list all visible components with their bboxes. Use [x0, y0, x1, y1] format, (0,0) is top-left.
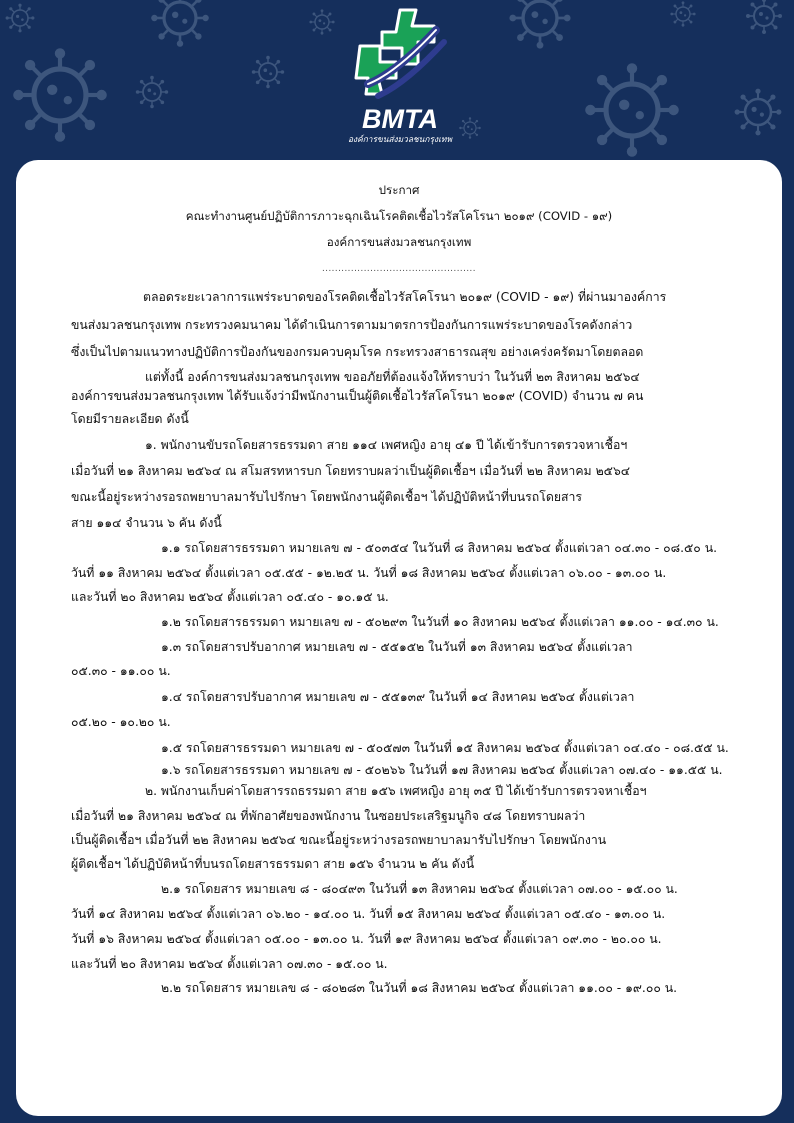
- body-line: ผู้ติดเชื้อฯ ได้ปฏิบัติหน้าที่บนรถโดยสารธรรมดา สาย ๑๕๖ จำนวน ๒ คัน ดังนี้: [71, 857, 475, 871]
- announcement-label: ประกาศ: [378, 183, 420, 197]
- separator-line: ................................................: [322, 264, 476, 274]
- body-line: ๑.๒ รถโดยสารธรรมดา หมายเลข ๗ - ๕๐๒๙๓ ในวันที่ ๑๐ สิงหาคม ๒๕๖๔ ตั้งแต่เวลา ๑๑.๐๐ - ๑๔.๓๐ น.: [161, 615, 719, 629]
- body-line: ๑.๑ รถโดยสารธรรมดา หมายเลข ๗ - ๕๐๓๕๔ ในวันที่ ๘ สิงหาคม ๒๕๖๔ ตั้งแต่เวลา ๐๔.๓๐ - ๐๘.๕๐ น.: [161, 541, 718, 555]
- announcement-document: [16, 160, 782, 1116]
- body-line: ๑.๔ รถโดยสารปรับอากาศ หมายเลข ๗ - ๕๕๑๓๙ ในวันที่ ๑๔ สิงหาคม ๒๕๖๔ ตั้งแต่เวลา: [161, 690, 635, 704]
- body-line: แต่ทั้งนี้ องค์การขนส่งมวลชนกรุงเทพ ขออภัยที่ต้องแจ้งให้ทราบว่า ในวันที่ ๒๓ สิงหาคม ๒๕๖๔: [145, 370, 640, 384]
- logo-subtitle: องค์การขนส่งมวลชนกรุงเทพ: [348, 134, 452, 144]
- body-line: ๒.๒ รถโดยสาร หมายเลข ๘ - ๘๐๒๘๓ ในวันที่ ๑๘ สิงหาคม ๒๕๖๔ ตั้งแต่เวลา ๑๑.๐๐ - ๑๙.๐๐ น.: [161, 981, 678, 995]
- body-line: เมื่อวันที่ ๒๑ สิงหาคม ๒๕๖๔ ณ สโมสรทหารบก โดยทราบผลว่าเป็นผู้ติดเชื้อฯ เมื่อวันที่ ๒๒ สิงหาคม ๒๕๖๔: [71, 464, 631, 478]
- body-line: และวันที่ ๒๐ สิงหาคม ๒๕๖๔ ตั้งแต่เวลา ๐๗.๓๐ - ๑๕.๐๐ น.: [71, 957, 388, 971]
- body-line: ๑. พนักงานขับรถโดยสารธรรมดา สาย ๑๑๔ เพศหญิง อายุ ๔๑ ปี ได้เข้ารับการตรวจหาเชื้อฯ: [145, 438, 628, 452]
- body-line: เป็นผู้ติดเชื้อฯ เมื่อวันที่ ๒๒ สิงหาคม ๒๕๖๔ ขณะนี้อยู่ระหว่างรอรถพยาบาลมารับไปรักษา โดยพนักงาน: [71, 833, 607, 847]
- body-line: วันที่ ๑๑ สิงหาคม ๒๕๖๔ ตั้งแต่เวลา ๐๕.๕๕ - ๑๒.๒๕ น. วันที่ ๑๘ สิงหาคม ๒๕๖๔ ตั้งแต่เวลา ๐๖.๐๐ - ๑๓.๐๐ น.: [71, 566, 667, 580]
- body-line: วันที่ ๑๔ สิงหาคม ๒๕๖๔ ตั้งแต่เวลา ๐๖.๒๐ - ๑๔.๐๐ น. วันที่ ๑๕ สิงหาคม ๒๕๖๔ ตั้งแต่เวลา ๐๕.๔๐ - ๑๓.๐๐ น.: [71, 907, 666, 921]
- body-line: ๑.๕ รถโดยสารธรรมดา หมายเลข ๗ - ๕๐๕๗๓ ในวันที่ ๑๕ สิงหาคม ๒๕๖๔ ตั้งแต่เวลา ๐๔.๔๐ - ๐๘.๕๕ น.: [161, 741, 729, 755]
- body-line: เมื่อวันที่ ๒๑ สิงหาคม ๒๕๖๔ ณ ที่พักอาศัยของพนักงาน ในซอยประเสริฐมนูกิจ ๔๘ โดยทราบผลว่า: [71, 809, 586, 823]
- body-line: องค์การขนส่งมวลชนกรุงเทพ ได้รับแจ้งว่ามีพนักงานเป็นผู้ติดเชื้อไวรัสโคโรนา ๒๐๑๙ (COVID) จำนวน ๗ คน: [71, 389, 644, 403]
- announcement-card: [16, 160, 782, 1116]
- body-line: วันที่ ๑๖ สิงหาคม ๒๕๖๔ ตั้งแต่เวลา ๐๕.๐๐ - ๑๓.๐๐ น. วันที่ ๑๙ สิงหาคม ๒๕๖๔ ตั้งแต่เวลา ๐๙.๓๐ - ๒๐.๐๐ น.: [71, 932, 662, 946]
- body-line: โดยมีรายละเอียด ดังนี้: [71, 412, 189, 426]
- body-line: ๐๕.๓๐ - ๑๑.๐๐ น.: [71, 664, 171, 678]
- body-line: ซึ่งเป็นไปตามแนวทางปฏิบัติการป้องกันของกรมควบคุมโรค กระทรวงสาธารณสุข อย่างเคร่งครัดมาโดยตลอด: [71, 345, 644, 359]
- body-line: ๐๕.๒๐ - ๑๐.๒๐ น.: [71, 715, 171, 729]
- bmta-emblem-icon: [338, 6, 462, 106]
- body-line: ขณะนี้อยู่ระหว่างรอรถพยาบาลมารับไปรักษา โดยพนักงานผู้ติดเชื้อฯ ได้ปฏิบัติหน้าที่บนรถโดยสาร: [71, 490, 583, 504]
- body-line: ๒.๑ รถโดยสาร หมายเลข ๘ - ๘๐๔๙๓ ในวันที่ ๑๓ สิงหาคม ๒๕๖๔ ตั้งแต่เวลา ๐๗.๐๐ - ๑๕.๐๐ น.: [161, 882, 678, 896]
- announcement-title: คณะทำงานศูนย์ปฏิบัติการภาวะฉุกเฉินโรคติดเชื้อไวรัสโคโรนา ๒๐๑๙ (COVID - ๑๙): [185, 209, 613, 223]
- logo-name: BMTA: [362, 104, 438, 134]
- body-line: ขนส่งมวลชนกรุงเทพ กระทรวงคมนาคม ได้ดำเนินการตามมาตรการป้องกันการแพร่ระบาดของโรคดังกล่าว: [71, 318, 633, 332]
- bmta-logo: [338, 6, 462, 148]
- body-line: และวันที่ ๒๐ สิงหาคม ๒๕๖๔ ตั้งแต่เวลา ๐๕.๔๐ - ๑๐.๑๕ น.: [71, 590, 389, 604]
- announcement-org: องค์การขนส่งมวลชนกรุงเทพ: [326, 235, 472, 249]
- body-line: ๒. พนักงานเก็บค่าโดยสารรถธรรมดา สาย ๑๕๖ เพศหญิง อายุ ๓๕ ปี ได้เข้ารับการตรวจหาเชื้อฯ: [145, 784, 647, 798]
- body-line: สาย ๑๑๔ จำนวน ๖ คัน ดังนี้: [71, 516, 222, 530]
- body-line: ตลอดระยะเวลาการแพร่ระบาดของโรคติดเชื้อไวรัสโคโรนา ๒๐๑๙ (COVID - ๑๙) ที่ผ่านมาองค์การ: [143, 290, 667, 304]
- body-line: ๑.๓ รถโดยสารปรับอากาศ หมายเลข ๗ - ๕๕๑๕๒ ในวันที่ ๑๓ สิงหาคม ๒๕๖๔ ตั้งแต่เวลา: [161, 640, 633, 654]
- body-line: ๑.๖ รถโดยสารธรรมดา หมายเลข ๗ - ๕๐๒๖๖ ในวันที่ ๑๗ สิงหาคม ๒๕๖๔ ตั้งแต่เวลา ๐๗.๔๐ - ๑๑.๕๕ น.: [161, 763, 723, 777]
